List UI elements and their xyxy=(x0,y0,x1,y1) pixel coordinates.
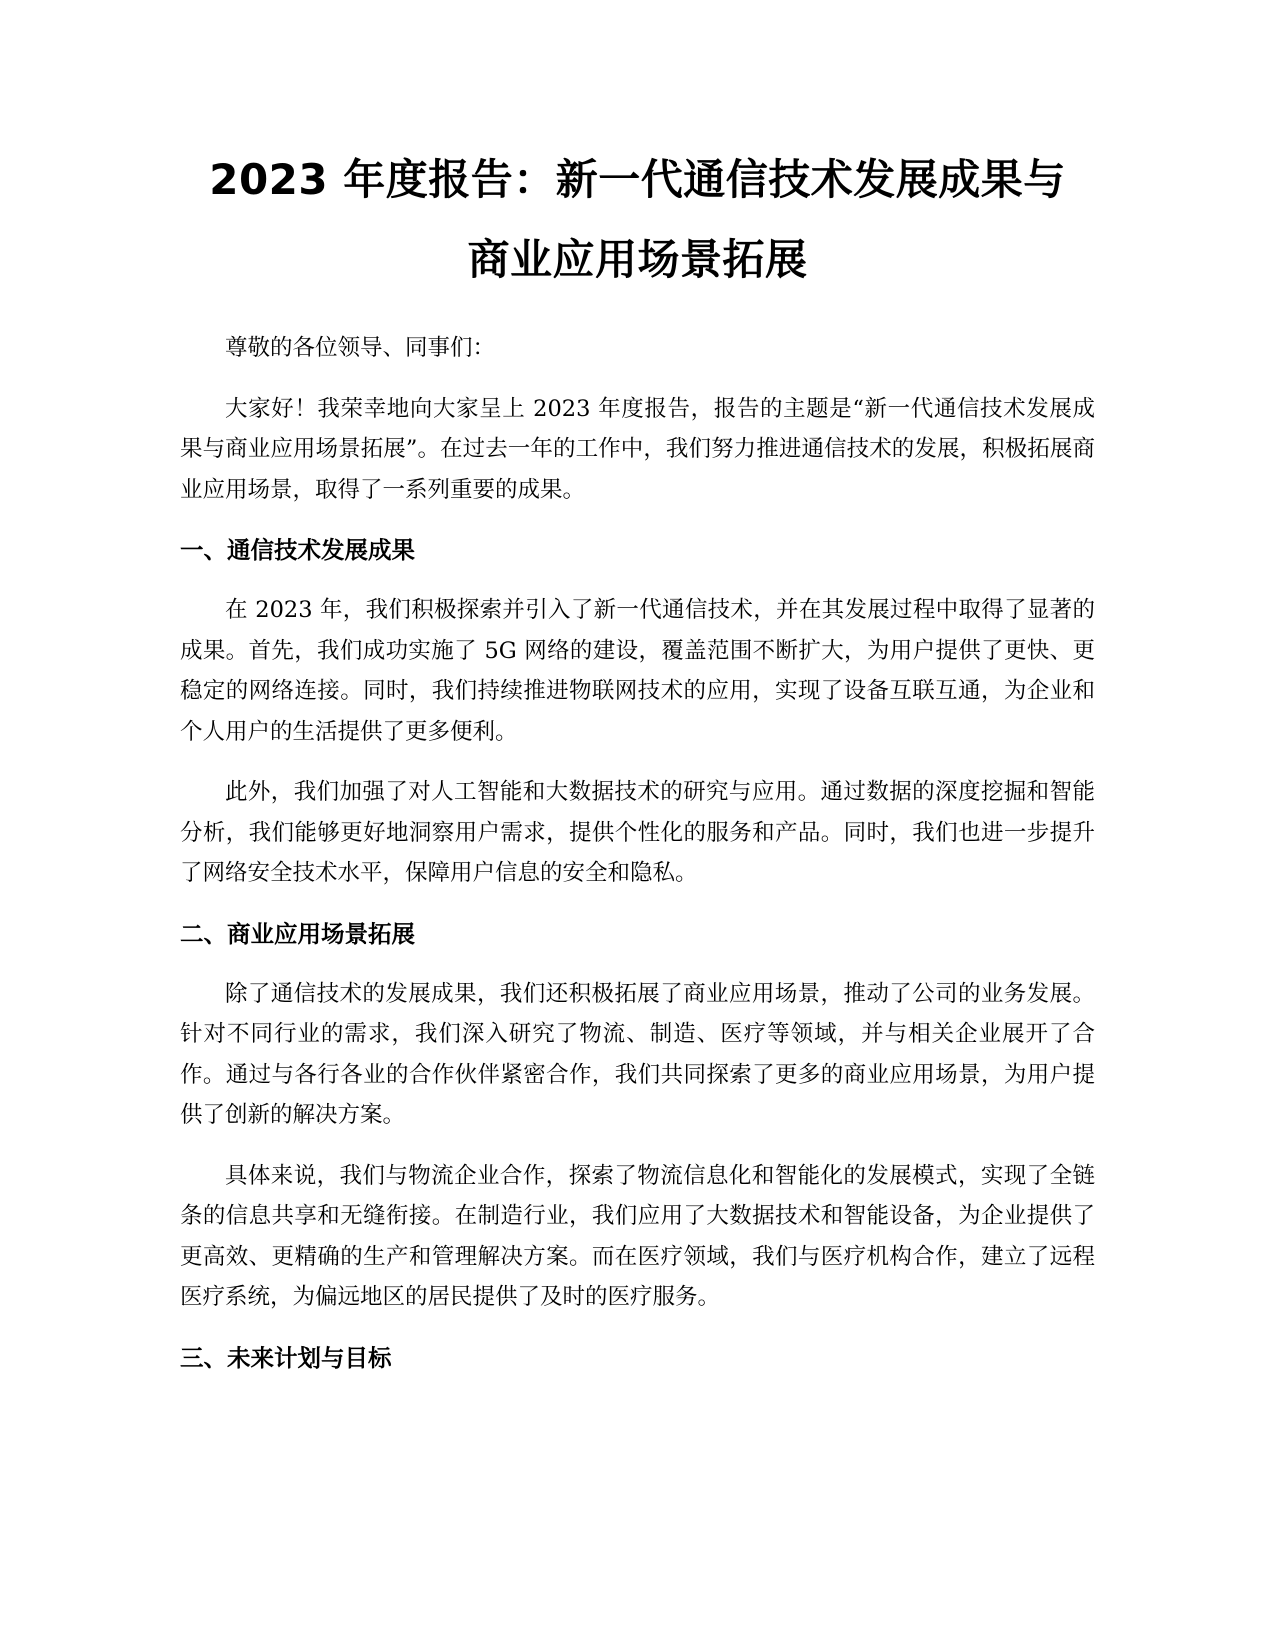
document-page xyxy=(180,140,1095,1398)
salutation: 尊敬的各位领导、同事们： xyxy=(225,335,496,361)
section-heading-1: 一、通信技术发展成果 xyxy=(180,536,415,564)
section-2-paragraph-1: 除了通信技术的发展成果，我们还积极拓展了商业应用场景，推动了公司的业务发展。针对不同行业的需求，我们深入研究了物流、制造、医疗等领域，并与相关企业展开了合作。通过与各行各业的合作伙伴紧密合作，我们共同探索了更多的商业应用场景，为用户提供了创新的解决方案。 xyxy=(180,980,1095,1128)
title-line-2: 商业应用场景拓展 xyxy=(467,235,808,284)
section-2-paragraph-2: 具体来说，我们与物流企业合作，探索了物流信息化和智能化的发展模式，实现了全链条的信息共享和无缝衔接。在制造行业，我们应用了大数据技术和智能设备，为企业提供了更高效、更精确的生产和管理解决方案。而在医疗领域，我们与医疗机构合作，建立了远程医疗系统，为偏远地区的居民提供了及时的医疗服务。 xyxy=(180,1162,1095,1310)
document-title xyxy=(180,140,1095,300)
section-heading-3: 三、未来计划与目标 xyxy=(180,1343,392,1372)
intro-paragraph: 大家好！我荣幸地向大家呈上 2023 年度报告，报告的主题是“新一代通信技术发展成果与商业应用场景拓展”。在过去一年的工作中，我们努力推进通信技术的发展，积极拓展商业应用场景，取得了一系列重要的成果。 xyxy=(180,395,1095,503)
section-1-paragraph-1: 在 2023 年，我们积极探索并引入了新一代通信技术，并在其发展过程中取得了显著的成果。首先，我们成功实施了 5G 网络的建设，覆盖范围不断扩大，为用户提供了更快、更稳定的网络连接。同时，我们持续推进物联网技术的应用，实现了设备互联互通，为企业和个人用户的生活提供了更多便利。 xyxy=(180,597,1095,745)
section-1-paragraph-2: 此外，我们加强了对人工智能和大数据技术的研究与应用。通过数据的深度挖掘和智能分析，我们能够更好地洞察用户需求，提供个性化的服务和产品。同时，我们也进一步提升了网络安全技术水平，保障用户信息的安全和隐私。 xyxy=(180,779,1095,886)
title-line-1: 2023 年度报告：新一代通信技术发展成果与 xyxy=(209,155,1066,204)
section-heading-2: 二、商业应用场景拓展 xyxy=(180,919,415,948)
